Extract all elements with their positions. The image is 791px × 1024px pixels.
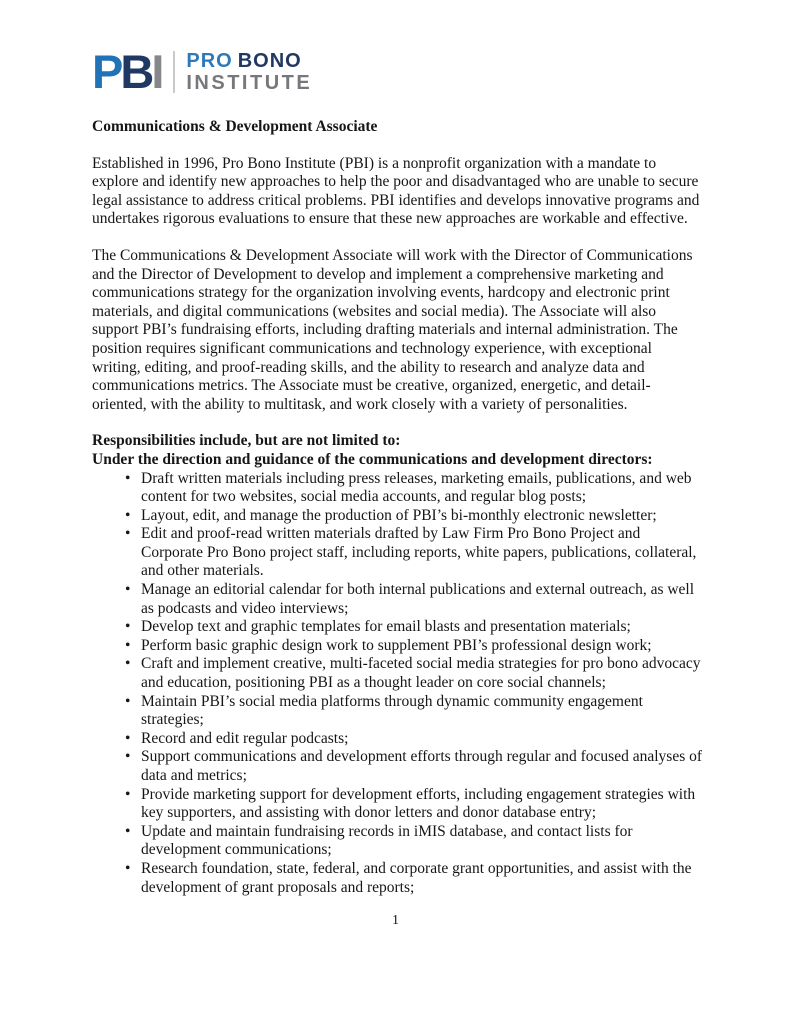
list-item: • Support communications and development efforts through regular and focused analyses of data and metrics; [92,748,702,785]
role-description-paragraph: The Communications & Development Associate will work with the Director of Communications and the Director of Development to develop and implement a comprehensive marketing and communications strategy for the organization involving events, hardcopy and electronic print materials, and digital communications (websites and social media). The Associate will also support PBI’s fundraising efforts, including drafting materials and internal administration. The position requires significant communications and technology experience, with exceptional writing, editing, and proof-reading skills, and the ability to research and analyze data and communications metrics. The Associate must be creative, organized, energetic, and detail-oriented, with the ability to multitask, and work closely with a variety of personalities. [92,246,693,413]
responsibilities-subheading: Under the direction and guidance of the communications and development directors: [92,450,653,468]
page-number: 1 [392,913,399,928]
document-body [92,118,702,897]
logo-letter-i: I [151,45,162,98]
pbi-logo-monogram [92,45,162,98]
list-item: • Record and edit regular podcasts; [92,730,702,749]
list-item: • Maintain PBI’s social media platforms through dynamic community engagement strategies; [92,693,702,730]
logo-wordmark-line1 [186,50,312,72]
page-title: Communications & Development Associate [92,118,378,135]
logo-word-bono: BONO [237,49,302,72]
logo-wordmark [186,50,312,94]
list-item: • Provide marketing support for development efforts, including engagement strategies with key supporters, and assisting with donor letters and donor database entry; [92,786,702,823]
intro-paragraph: Established in 1996, Pro Bono Institute (PBI) is a nonprofit organization with a mandate to explore and identify new approaches to help the poor and disadvantaged who are unable to secure legal assistance to address critical problems. PBI identifies and develops innovative programs and undertakes rigorous evaluations to ensure that these new approaches are workable and effective. [92,154,700,228]
page-footer [0,912,791,930]
logo-word-pro: PRO [186,49,233,72]
list-item: • Perform basic graphic design work to supplement PBI’s professional design work; [92,637,702,656]
logo-letter-b: B [120,45,152,98]
responsibilities-list [92,470,702,898]
logo-divider [173,51,175,93]
list-item: • Edit and proof-read written materials drafted by Law Firm Pro Bono Project and Corporate Pro Bono project staff, including reports, white papers, publications, collateral, and other materials. [92,525,702,581]
list-item: • Update and maintain fundraising records in iMIS database, and contact lists for development communications; [92,823,702,860]
logo-letter-p: P [92,45,121,98]
list-item: • Craft and implement creative, multi-faceted social media strategies for pro bono advocacy and education, positioning PBI as a thought leader on core social channels; [92,655,702,692]
pbi-logo [92,45,313,98]
responsibilities-heading: Responsibilities include, but are not limited to: [92,432,401,450]
list-item: • Research foundation, state, federal, and corporate grant opportunities, and assist with the development of grant proposals and reports; [92,860,702,897]
list-item: • Develop text and graphic templates for email blasts and presentation materials; [92,618,702,637]
list-item: • Layout, edit, and manage the production of PBI’s bi-monthly electronic newsletter; [92,507,702,526]
list-item: • Draft written materials including press releases, marketing emails, publications, and web content for two websites, social media accounts, and regular blog posts; [92,470,702,507]
logo-wordmark-line2: INSTITUTE [186,71,313,94]
list-item: • Manage an editorial calendar for both internal publications and external outreach, as well as podcasts and video interviews; [92,581,702,618]
